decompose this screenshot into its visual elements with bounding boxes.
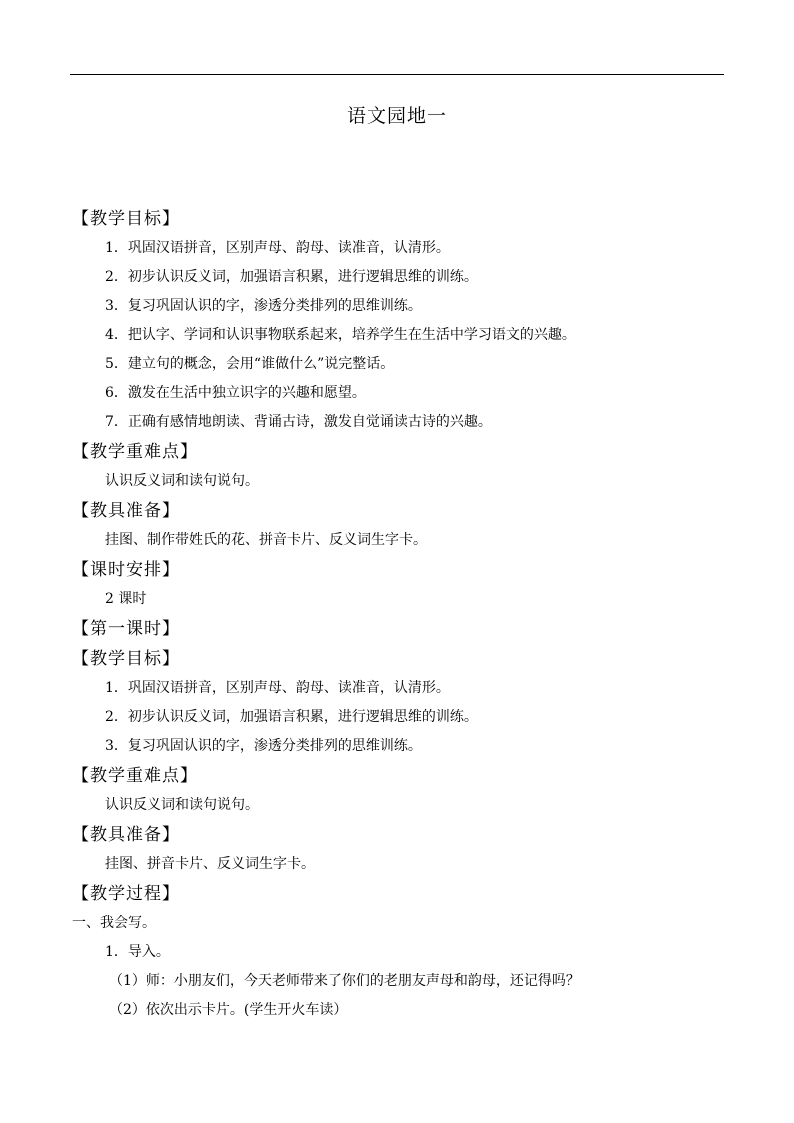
section-heading-keypoints: 【教学重难点】 (72, 766, 198, 786)
section-heading-materials: 【教具准备】 (72, 501, 180, 521)
section-heading-process: 【教学过程】 (72, 884, 180, 904)
materials-text: 挂图、拼音卡片、反义词生字卡。 (105, 856, 315, 872)
section-heading-goals: 【教学目标】 (72, 649, 180, 669)
goal-item: 1．巩固汉语拼音，区别声母、韵母、读准音，认清形。 (105, 680, 450, 696)
process-substep: （1）师：小朋友们，今天老师带来了你们的老朋友声母和韵母，还记得吗？ (109, 973, 580, 989)
keypoints-text: 认识反义词和读句说句。 (105, 473, 259, 489)
schedule-text: 2 课时 (105, 591, 147, 607)
goal-item: 2．初步认识反义词，加强语言积累，进行逻辑思维的训练。 (105, 269, 478, 285)
section-heading-lesson-one: 【第一课时】 (72, 619, 180, 639)
goal-item: 3．复习巩固认识的字，渗透分类排列的思维训练。 (105, 738, 422, 754)
page-title: 语文园地一 (346, 105, 447, 127)
goal-item: 5．建立句的概念，会用“谁做什么”说完整话。 (105, 356, 395, 372)
goal-item: 6．激发在生活中独立识字的兴趣和愿望。 (105, 385, 366, 401)
goal-item: 1．巩固汉语拼音，区别声母、韵母、读准音，认清形。 (105, 240, 450, 256)
header-rule (70, 74, 724, 75)
section-heading-schedule: 【课时安排】 (72, 560, 180, 580)
keypoints-text: 认识反义词和读句说句。 (105, 797, 259, 813)
section-heading-keypoints: 【教学重难点】 (72, 442, 198, 462)
process-part-heading: 一、我会写。 (72, 915, 156, 931)
goal-item: 2．初步认识反义词，加强语言积累，进行逻辑思维的训练。 (105, 709, 478, 725)
process-step: 1．导入。 (105, 944, 170, 960)
goal-item: 7．正确有感情地朗读、背诵古诗，激发自觉诵读古诗的兴趣。 (105, 414, 492, 430)
section-heading-goals: 【教学目标】 (72, 209, 180, 229)
section-heading-materials: 【教具准备】 (72, 825, 180, 845)
document-body (72, 204, 732, 1025)
materials-text: 挂图、制作带姓氏的花、拼音卡片、反义词生字卡。 (105, 532, 427, 548)
process-substep: （2）依次出示卡片。(学生开火车读） (109, 1002, 348, 1018)
goal-item: 4．把认字、学词和认识事物联系起来，培养学生在生活中学习语文的兴趣。 (105, 327, 576, 343)
goal-item: 3．复习巩固认识的字，渗透分类排列的思维训练。 (105, 298, 422, 314)
